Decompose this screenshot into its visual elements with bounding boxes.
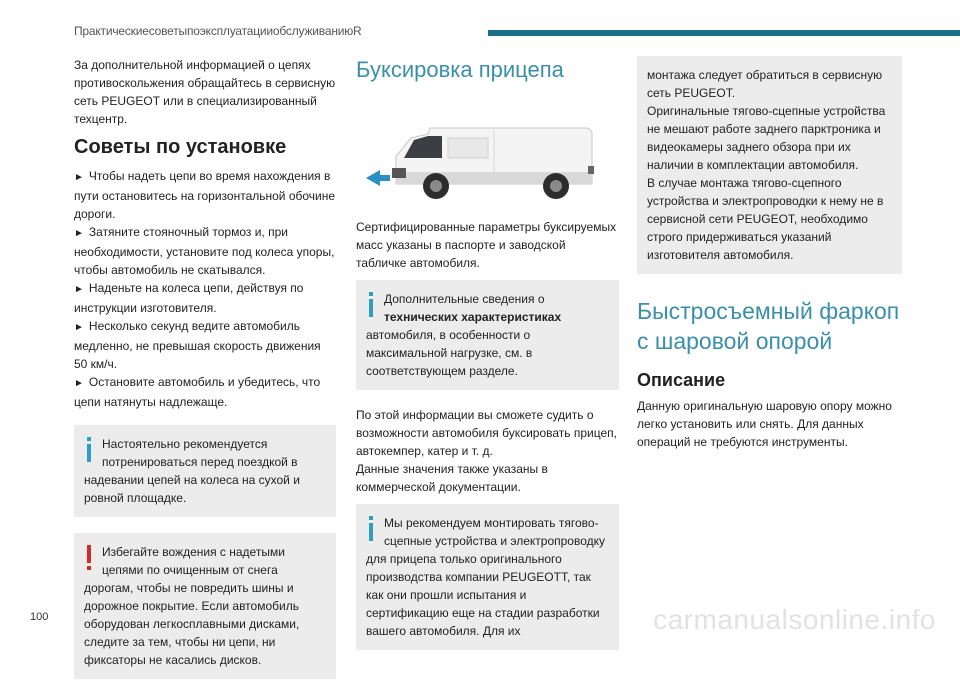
section-heading-towbar: Быстросъемный фаркоп с шаровой опорой: [637, 298, 900, 354]
warning-box: Избегайте вождения с надетыми цепями по очищенным от снега дорогам, чтобы не повредить шины и дорожное покрытие. Если автомобиль оборудован легкосплавными дисками, следите за тем, чтобы ни цепи, ни фиксаторы не касались дисков.: [74, 533, 336, 679]
bullet-item: ► Остановите автомобиль и убедитесь, что цепи натянуты надлежаще.: [74, 375, 321, 409]
info-box: Мы рекомендуем монтировать тягово-сцепные устройства и электропроводку для прицепа только оригинального производства компании PEUGEOTT, так как они прошли испытания и сертификацию еще на стадии разработки вашего автомобиля. Для их: [356, 504, 619, 650]
arrow-icon: ►: [74, 228, 84, 239]
column-3: [637, 56, 902, 459]
arrow-icon: ►: [74, 172, 84, 183]
warning-icon: [84, 545, 94, 577]
bullet-item: ► Чтобы надеть цепи во время нахождения в пути остановитесь на горизонтальной обочине дороги.: [74, 169, 336, 221]
bullet-item: ► Наденьте на колеса цепи, действуя по инструкции изготовителя.: [74, 281, 304, 315]
paragraph: Сертифицированные параметры буксируемых масс указаны в паспорте и заводской табличке автомобиля.: [356, 220, 617, 270]
watermark: carmanualsonline.info: [653, 604, 936, 635]
arrow-icon: ►: [74, 322, 84, 333]
page-number: 100: [30, 611, 49, 623]
paragraph: По этой информации вы сможете судить о возможности автомобиля буксировать прицеп, автокемпер, катер и т. д.: [356, 408, 617, 458]
info-box: Настоятельно рекомендуется потренироваться перед поездкой в надевании цепей на колеса на сухой и ровной площадке.: [74, 425, 336, 517]
bullet-item: ► Несколько секунд ведите автомобиль медленно, не превышая скорость движения 50 км/ч.: [74, 319, 321, 371]
header-accent-bar: [488, 30, 960, 36]
info-icon: [366, 292, 376, 324]
subheading-description: Описание: [637, 370, 726, 390]
column-1: [74, 56, 336, 695]
van-illustration: [356, 98, 619, 208]
info-icon: [84, 437, 94, 469]
arrow-icon: [366, 170, 390, 186]
section-heading-installation: Советы по установке: [74, 136, 287, 158]
column-2: [356, 56, 619, 666]
bullet-item: ► Затяните стояночный тормоз и, при необходимости, установите под колеса упоры, чтобы автомобиль не скатывался.: [74, 225, 335, 277]
info-box-continued: монтажа следует обратиться в сервисную сеть PEUGEOT. Оригинальные тягово-сцепные устройства не мешают работе заднего парктроника и видеокамеры заднего обзора при их наличии в комплектации автомобиля. В случае монтажа тягово-сцепного устройства и электропроводки к нему не в сервисной сети PEUGEOT, необходимо строго придерживаться указаний изготовителя автомобиля.: [637, 56, 902, 274]
intro-paragraph: За дополнительной информацией о цепях противоскольжения обращайтесь в сервисную сеть PEUGEOT или в специализированный техцентр.: [74, 58, 336, 126]
section-heading-towing: Буксировка прицепа: [356, 57, 564, 82]
arrow-icon: ►: [74, 284, 84, 295]
running-header: ПрактическиесоветыпоэксплуатацииобслуживаниюR: [74, 24, 362, 38]
info-icon: [366, 516, 376, 548]
paragraph: Данную оригинальную шаровую опору можно легко установить или снять. Для данных операций не требуются инструменты.: [637, 399, 892, 449]
paragraph: Данные значения также указаны в коммерческой документации.: [356, 462, 548, 494]
arrow-icon: ►: [74, 378, 84, 389]
info-box: Дополнительные сведения о технических характеристиках автомобиля, в особенности о максимальной нагрузке, см. в соответствующем разделе.: [356, 280, 619, 390]
